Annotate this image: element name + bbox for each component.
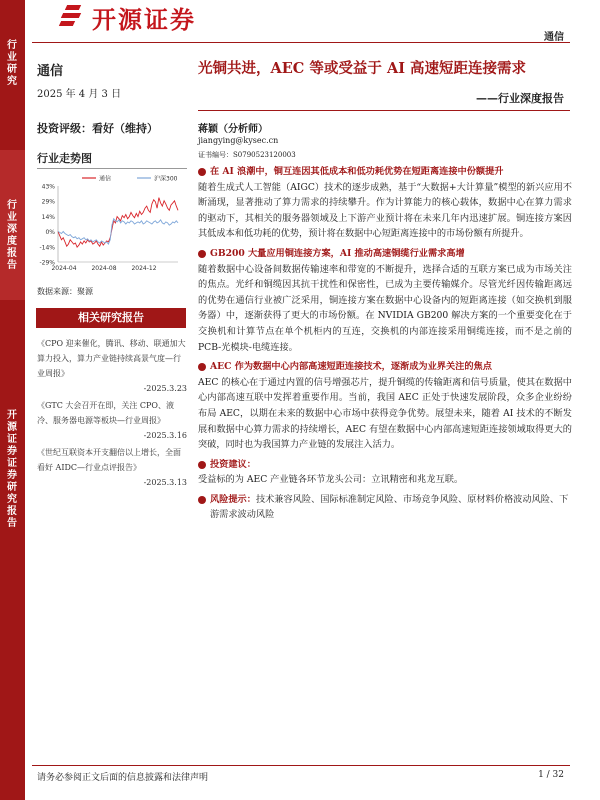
analyst-name: 蒋颖（分析师） (198, 124, 268, 135)
x-tick-label: 2024-08 (91, 265, 117, 272)
report-subtitle: ——行业深度报告 (476, 92, 564, 105)
footer-rule (32, 765, 570, 766)
industry-name: 通信 (37, 64, 64, 79)
analyst-email[interactable]: jiangying@kysec.cn (198, 136, 279, 145)
title-rule (198, 110, 570, 111)
related-reports-header: 相关研究报告 (36, 308, 186, 328)
footer-disclaimer[interactable]: 请务必参阅正文后面的信息披露和法律声明 (37, 773, 209, 783)
x-tick-label: 2024-04 (51, 265, 77, 272)
y-tick-label: 14% (41, 213, 55, 221)
related-report-item[interactable] (37, 398, 187, 443)
analyst-cert: 证书编号：S0790523120003 (198, 151, 296, 159)
side-label-bottom: 开源证券证券研究报告 (7, 410, 17, 529)
related-report-date: -2025.3.23 (143, 384, 187, 393)
trend-chart-title: 行业走势图 (37, 152, 92, 165)
series-line (58, 219, 178, 244)
bullet-icon (198, 496, 206, 504)
series-line (58, 198, 178, 248)
report-title: 光铜共进，AEC 等或受益于 AI 高速短距连接需求 (198, 60, 527, 77)
y-tick-label: 29% (41, 198, 55, 206)
section-heading: GB200 大量应用铜连接方案，AI 推动高速铜缆行业需求高增 (198, 246, 572, 262)
logo-mark-icon (58, 3, 84, 31)
related-reports-list (37, 336, 187, 492)
section-text: AEC 的核心在于通过内置的信号增强芯片，提升铜缆的传输距离和信号质量，使其在数据中心内部高速互联中发挥着重要作用。当前，我国 AEC 正处于快速发展阶段，众多企业纷纷布局 AEC，以期在未来的数据中心市场中获得竞争优势。展望未来，随着 AI 技术的不断发展和数据中心算力需求的持续增长，AEC 有望在数据中心内部高速短距连接领域取得更大的突破，同时也为我国算力产业链的发展注入活力。 (198, 376, 572, 451)
page-number: 1 / 32 (538, 770, 564, 780)
related-report-date: -2025.3.13 (143, 478, 187, 487)
header-rule (32, 42, 570, 43)
section-text: 受益标的为 AEC 产业链各环节龙头公司：立讯精密和兆龙互联。 (198, 474, 464, 486)
header-category: 通信 (544, 32, 564, 43)
report-body (198, 164, 572, 523)
section-text: 随着生成式人工智能（AIGC）技术的逐步成熟，基于“大数据+大计算量”模型的新兴应用不断涌现，显著推动了算力需求的持续攀升。作为计算能力的核心载体，数据中心在算力需求的驱动下，其相关的服务器领域及上下游产业预计将在未来几年内迅速扩展。铜连接方案因其低成本和低功耗的优势，预计将在数据中心短距离连接中的市场份额有所提升。 (198, 181, 572, 240)
y-tick-label: -14% (39, 244, 55, 252)
trend-chart (32, 172, 182, 272)
related-report-item[interactable] (37, 445, 187, 490)
section-heading: 在 AI 浪潮中，铜互连因其低成本和低功耗优势在短距离连接中份额提升 (198, 164, 572, 180)
side-label-top: 行业研究 (7, 40, 17, 87)
side-band (0, 0, 25, 800)
y-tick-label: 0% (45, 229, 55, 237)
section-heading: 投资建议： (198, 457, 572, 473)
trend-rule (37, 168, 187, 169)
legend-label: 通信 (99, 175, 112, 183)
chart-source: 数据来源：聚源 (37, 287, 93, 296)
related-report-title: 《GTC 大会召开在即，关注 CPO、液冷、服务器电源等板块—行业周报》 (37, 401, 174, 425)
section-text: 随着数据中心设备间数据传输速率和带宽的不断提升，选择合适的互联方案已成为市场关注的焦点。光纤和铜缆因其抗干扰性和保密性，已成为主要传输媒介。尽管光纤因传输距离远的优势在通信行业被广泛采用，铜连接方案在数据中心设备内的短距离连接（如交换机到服务器）中，逐渐获得了更大的市场份额。在 NVIDIA GB200 解决方案的一个重要变化在于交换机和计算节点在单个机柜内的互连，交换机的内部连接采用铜缆连接，而不是之前的 PCB-光模块-电缆连接。 (198, 263, 572, 353)
risk-notice (198, 492, 572, 523)
brand-logo (58, 0, 196, 34)
brand-name: 开源证券 (92, 5, 196, 34)
legend-label: 沪深300 (154, 175, 178, 183)
related-report-date: -2025.3.16 (143, 431, 187, 440)
bullet-icon (198, 250, 206, 258)
risk-label: 风险提示： (210, 493, 256, 505)
related-report-item[interactable] (37, 336, 187, 396)
bullet-icon (198, 168, 206, 176)
report-date: 2025 年 4 月 3 日 (37, 89, 122, 100)
bullet-icon (198, 363, 206, 371)
risk-text: 技术兼容风险、国际标准制定风险、市场竞争风险、原材料价格波动风险、下游需求波动风险 (210, 493, 569, 521)
section-heading: AEC 作为数据中心内部高速短距连接技术，逐渐成为业界关注的焦点 (198, 359, 572, 375)
x-tick-label: 2024-12 (131, 265, 157, 272)
related-report-title: 《CPO 迎来催化，腾讯、移动、联通加大算力投入，算力产业链持续高景气度—行业周报》 (37, 339, 186, 378)
investment-rating: 投资评级：看好（维持） (37, 122, 158, 135)
y-tick-label: 43% (41, 183, 55, 191)
side-label-mid: 行业深度报告 (7, 200, 17, 271)
bullet-icon (198, 461, 206, 469)
y-tick-label: -29% (39, 259, 55, 267)
related-report-title: 《世纪互联资本开支翻倍以上增长，全面看好 AIDC—行业点评报告》 (37, 448, 181, 472)
